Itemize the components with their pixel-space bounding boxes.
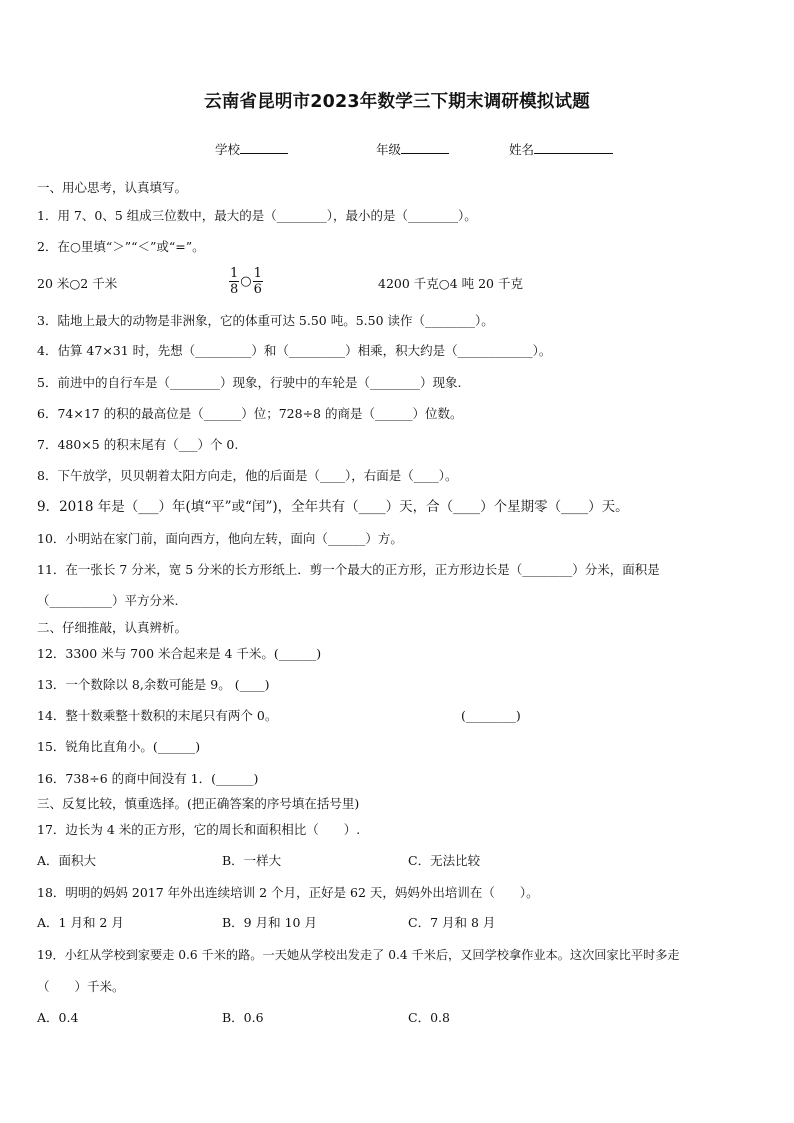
section-3-heading: 三、反复比较，慎重选择。(把正确答案的序号填在括号里): [37, 796, 360, 811]
school-blank[interactable]: [240, 141, 288, 154]
question-17-option-a[interactable]: A．面积大: [37, 853, 97, 868]
question-18-option-a[interactable]: A．1 月和 2 月: [37, 915, 124, 930]
question-7: 7．480×5 的积末尾有（___）个 0.: [37, 437, 239, 452]
question-15: 15．锐角比直角小。(______): [37, 739, 201, 754]
compare-circle[interactable]: ○: [240, 274, 252, 289]
question-19-option-c[interactable]: C．0.8: [408, 1010, 450, 1025]
school-field: [215, 141, 288, 158]
question-19-option-a[interactable]: A．0.4: [37, 1010, 79, 1025]
name-label: 姓名: [509, 142, 535, 157]
question-19-continued: （ ）千米。: [37, 979, 125, 994]
section-1-heading: 一、用心思考，认真填写。: [37, 180, 188, 195]
fraction-denominator: 8: [230, 282, 239, 297]
school-label: 学校: [215, 142, 241, 157]
fraction-denominator: 6: [253, 282, 262, 297]
question-8: 8．下午放学，贝贝朝着太阳方向走，他的后面是（____），右面是（____）。: [37, 468, 458, 483]
question-9: 9．2018 年是（___）年(填“平”或“闰”)，全年共有（____）天，合（____）个星期零（____）天。: [37, 499, 629, 515]
question-14-answer[interactable]: (________): [461, 708, 521, 723]
section-2-heading: 二、仔细推敲，认真辨析。: [37, 620, 188, 635]
page-title: 云南省昆明市2023年数学三下期末调研模拟试题: [204, 92, 590, 112]
question-10: 10．小明站在家门前，面向西方，他向左转，面向（______）方。: [37, 531, 403, 546]
question-17-option-c[interactable]: C．无法比较: [408, 853, 481, 868]
question-4: 4．估算 47×31 时，先想（_________）和（_________）相乘，积大约是（____________）。: [37, 343, 552, 358]
question-2b-fraction-compare: [229, 266, 263, 297]
question-11: 11．在一张长 7 分米，宽 5 分米的长方形纸上．剪一个最大的正方形，正方形边长是（________）分米，面积是: [37, 562, 660, 577]
name-field: [509, 141, 613, 158]
question-19: 19．小红从学校到家要走 0.6 千米的路。一天她从学校出发走了 0.4 千米后，又回学校拿作业本。这次回家比平时多走: [37, 948, 680, 962]
grade-field: [376, 141, 449, 158]
question-2a: 20 米○2 千米: [37, 276, 118, 291]
question-3: 3．陆地上最大的动物是非洲象，它的体重可达 5.50 吨。5.50 读作（________）。: [37, 313, 494, 328]
question-17: 17．边长为 4 米的正方形，它的周长和面积相比（ ）.: [37, 822, 361, 837]
fraction-one-eighth: [229, 266, 239, 297]
question-2c: 4200 千克○4 吨 20 千克: [378, 276, 523, 291]
question-16: 16．738÷6 的商中间没有 1．(______): [37, 771, 259, 786]
question-14: 14．整十数乘整十数积的末尾只有两个 0。: [37, 708, 278, 723]
question-13: 13．一个数除以 8,余数可能是 9。 (____): [37, 677, 270, 692]
fraction-numerator: 1: [253, 266, 262, 281]
grade-blank[interactable]: [401, 141, 449, 154]
question-12: 12．3300 米与 700 米合起来是 4 千米。(______): [37, 646, 322, 661]
fraction-numerator: 1: [230, 266, 239, 281]
question-18-option-b[interactable]: B．9 月和 10 月: [222, 915, 317, 930]
question-18-option-c[interactable]: C．7 月和 8 月: [408, 915, 496, 930]
name-blank[interactable]: [534, 141, 613, 154]
question-18: 18．明明的妈妈 2017 年外出连续培训 2 个月，正好是 62 天，妈妈外出培训在（ ）。: [37, 885, 539, 900]
question-19-option-b[interactable]: B．0.6: [222, 1010, 264, 1025]
question-5: 5．前进中的自行车是（________）现象，行驶中的车轮是（________）现象.: [37, 375, 462, 390]
question-11-continued: （__________）平方分米.: [37, 593, 179, 608]
question-1: 1．用 7、0、5 组成三位数中，最大的是（________），最小的是（________）。: [37, 208, 477, 223]
question-17-option-b[interactable]: B．一样大: [222, 853, 282, 868]
grade-label: 年级: [376, 142, 402, 157]
fraction-one-sixth: [253, 266, 263, 297]
question-2: 2．在○里填“＞”“＜”或“=”。: [37, 239, 205, 254]
question-6: 6．74×17 的积的最高位是（______）位；728÷8 的商是（______）位数。: [37, 406, 463, 421]
